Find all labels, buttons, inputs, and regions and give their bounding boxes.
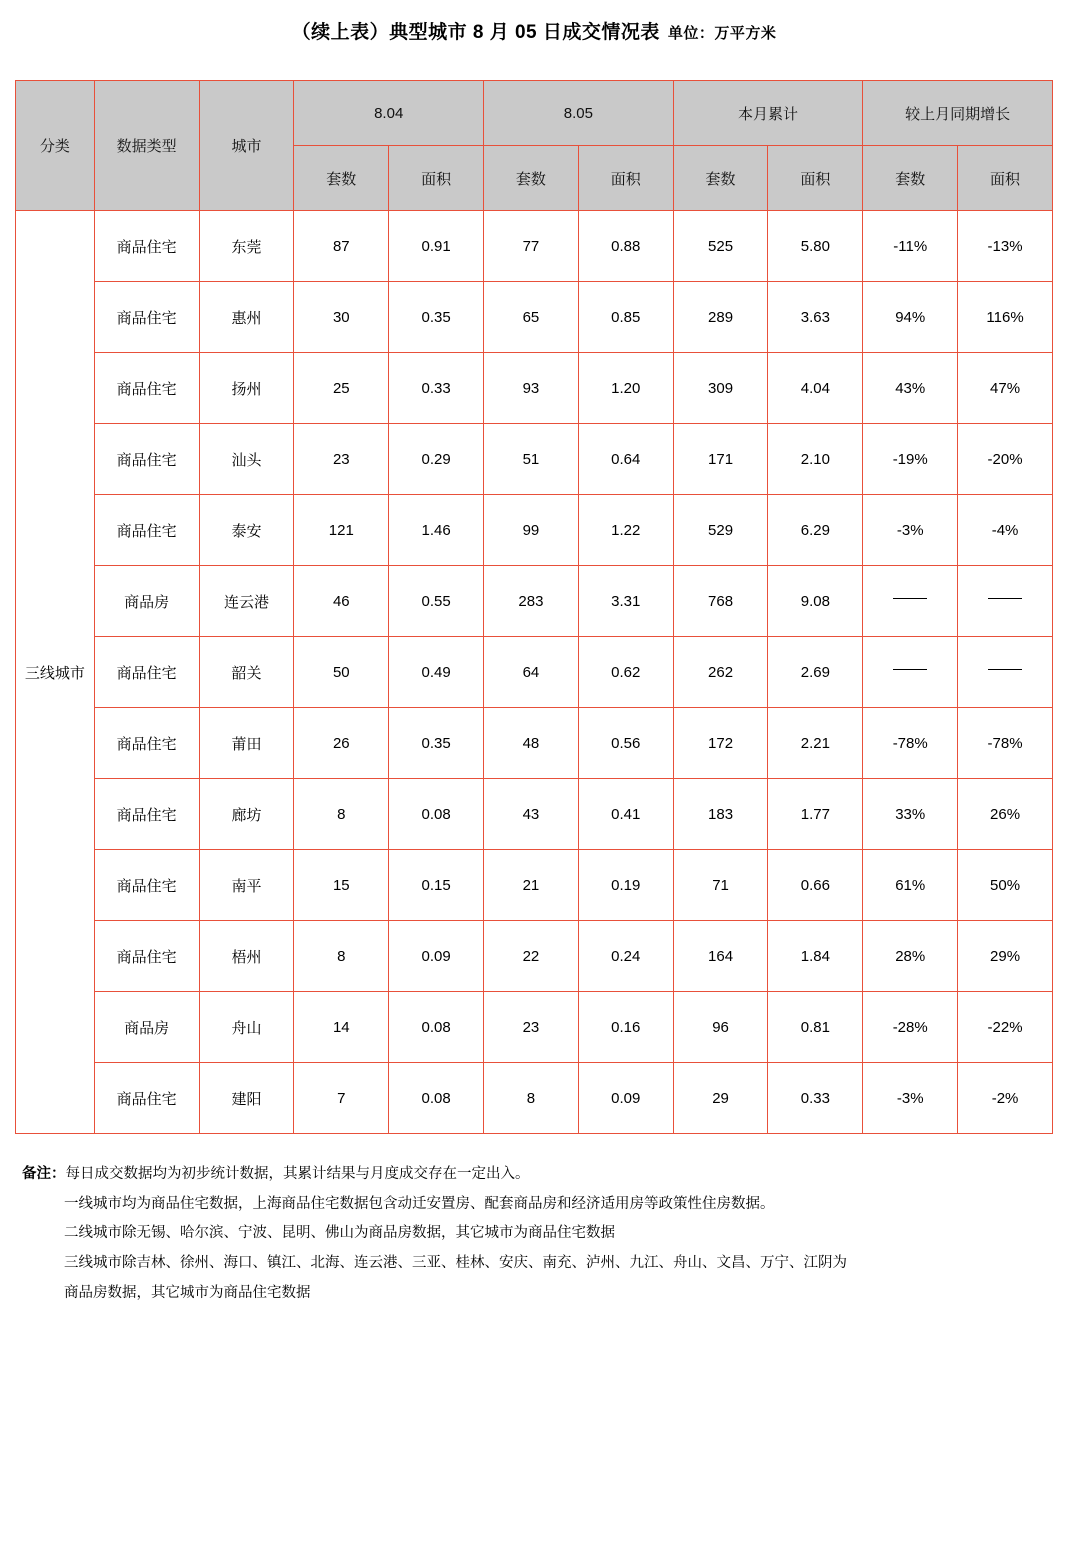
- cell-0804-area: 0.08: [389, 779, 484, 850]
- header-sub-sets-0804: 套数: [294, 146, 389, 211]
- cell-0805-sets: 23: [484, 992, 579, 1063]
- header-group-month-total: 本月累计: [673, 81, 863, 146]
- note-line-4: 商品房数据，其它城市为商品住宅数据: [64, 1284, 311, 1301]
- cell-0805-area: 0.16: [578, 992, 673, 1063]
- cell-month-area: 9.08: [768, 566, 863, 637]
- category-cell-tier3: 三线城市: [16, 211, 95, 1134]
- cell-growth-sets: 61%: [863, 850, 958, 921]
- cell-growth-sets: -78%: [863, 708, 958, 779]
- table-header: [16, 81, 1053, 211]
- cell-0804-sets: 15: [294, 850, 389, 921]
- cell-city: 莆田: [199, 708, 294, 779]
- cell-data-type: 商品住宅: [94, 282, 199, 353]
- cell-0804-sets: 14: [294, 992, 389, 1063]
- cell-0805-sets: 65: [484, 282, 579, 353]
- cell-data-type: 商品住宅: [94, 424, 199, 495]
- cell-growth-sets: -11%: [863, 211, 958, 282]
- table-row: [16, 282, 1053, 353]
- cell-0804-sets: 8: [294, 779, 389, 850]
- cell-data-type: 商品住宅: [94, 708, 199, 779]
- cell-0804-area: 0.35: [389, 708, 484, 779]
- cell-month-sets: 29: [673, 1063, 768, 1134]
- cell-0804-area: 0.35: [389, 282, 484, 353]
- cell-city: 韶关: [199, 637, 294, 708]
- cell-0804-sets: 23: [294, 424, 389, 495]
- cell-0804-area: 0.09: [389, 921, 484, 992]
- cell-growth-area: -13%: [958, 211, 1053, 282]
- cell-0805-area: 0.85: [578, 282, 673, 353]
- header-group-0805: 8.05: [484, 81, 674, 146]
- cell-growth-sets: 94%: [863, 282, 958, 353]
- table-row: [16, 637, 1053, 708]
- cell-growth-area: [958, 637, 1053, 708]
- cell-0805-sets: 51: [484, 424, 579, 495]
- page-title: [0, 17, 1068, 44]
- header-sub-area-growth: 面积: [958, 146, 1053, 211]
- cell-data-type: 商品住宅: [94, 495, 199, 566]
- cell-0805-sets: 77: [484, 211, 579, 282]
- cell-growth-area: 116%: [958, 282, 1053, 353]
- em-dash-icon: [988, 669, 1022, 670]
- cell-data-type: 商品住宅: [94, 353, 199, 424]
- cell-month-sets: 164: [673, 921, 768, 992]
- notes-label: 备注：: [22, 1166, 66, 1182]
- cell-0804-sets: 25: [294, 353, 389, 424]
- cell-growth-area: -78%: [958, 708, 1053, 779]
- table-row: [16, 566, 1053, 637]
- cell-city: 建阳: [199, 1063, 294, 1134]
- cell-city: 连云港: [199, 566, 294, 637]
- cell-0805-sets: 283: [484, 566, 579, 637]
- cell-growth-area: 47%: [958, 353, 1053, 424]
- notes-block: [0, 1160, 1068, 1309]
- cell-month-sets: 96: [673, 992, 768, 1063]
- cell-data-type: 商品住宅: [94, 779, 199, 850]
- table-body: [16, 211, 1053, 1134]
- cell-0804-area: 0.08: [389, 992, 484, 1063]
- cell-0805-sets: 99: [484, 495, 579, 566]
- note-line-0: [22, 1160, 1068, 1190]
- em-dash-icon: [893, 598, 927, 599]
- cell-month-sets: 171: [673, 424, 768, 495]
- cell-growth-area: -20%: [958, 424, 1053, 495]
- header-sub-area-0805: 面积: [578, 146, 673, 211]
- cell-city: 惠州: [199, 282, 294, 353]
- cell-0804-sets: 8: [294, 921, 389, 992]
- cell-0804-area: 0.91: [389, 211, 484, 282]
- cell-0804-sets: 50: [294, 637, 389, 708]
- cell-month-area: 4.04: [768, 353, 863, 424]
- cell-growth-sets: -19%: [863, 424, 958, 495]
- cell-0805-sets: 48: [484, 708, 579, 779]
- header-sub-sets-0805: 套数: [484, 146, 579, 211]
- cell-month-area: 2.21: [768, 708, 863, 779]
- cell-0804-area: 0.15: [389, 850, 484, 921]
- cell-0804-sets: 121: [294, 495, 389, 566]
- cell-0805-sets: 93: [484, 353, 579, 424]
- cell-0804-area: 0.08: [389, 1063, 484, 1134]
- cell-0805-area: 3.31: [578, 566, 673, 637]
- cell-month-area: 0.66: [768, 850, 863, 921]
- table-row: [16, 779, 1053, 850]
- cell-growth-area: 50%: [958, 850, 1053, 921]
- cell-month-area: 6.29: [768, 495, 863, 566]
- header-group-0804: 8.04: [294, 81, 484, 146]
- header-sub-sets-growth: 套数: [863, 146, 958, 211]
- cell-month-area: 0.33: [768, 1063, 863, 1134]
- cell-0805-area: 0.09: [578, 1063, 673, 1134]
- cell-growth-sets: -3%: [863, 1063, 958, 1134]
- cell-data-type: 商品住宅: [94, 211, 199, 282]
- cell-month-sets: 71: [673, 850, 768, 921]
- cell-0805-sets: 8: [484, 1063, 579, 1134]
- document-page: [0, 17, 1068, 1545]
- cell-city: 舟山: [199, 992, 294, 1063]
- cell-data-type: 商品住宅: [94, 1063, 199, 1134]
- table-row: [16, 850, 1053, 921]
- cell-0804-sets: 87: [294, 211, 389, 282]
- cell-0804-area: 0.55: [389, 566, 484, 637]
- cell-0805-sets: 22: [484, 921, 579, 992]
- cell-growth-area: -2%: [958, 1063, 1053, 1134]
- cell-0805-area: 0.62: [578, 637, 673, 708]
- header-sub-area-month: 面积: [768, 146, 863, 211]
- note-text-0: 每日成交数据均为初步统计数据，其累计结果与月度成交存在一定出入。: [65, 1166, 530, 1182]
- table-row: [16, 1063, 1053, 1134]
- cell-month-sets: 309: [673, 353, 768, 424]
- cell-month-sets: 262: [673, 637, 768, 708]
- cell-month-sets: 289: [673, 282, 768, 353]
- table-row: [16, 708, 1053, 779]
- transaction-table: [15, 80, 1053, 1134]
- cell-0805-area: 0.19: [578, 850, 673, 921]
- cell-0804-area: 0.33: [389, 353, 484, 424]
- table-row: [16, 424, 1053, 495]
- cell-month-sets: 183: [673, 779, 768, 850]
- table-row: [16, 353, 1053, 424]
- cell-0805-sets: 43: [484, 779, 579, 850]
- cell-month-sets: 172: [673, 708, 768, 779]
- cell-0804-sets: 46: [294, 566, 389, 637]
- cell-0805-area: 0.41: [578, 779, 673, 850]
- note-line-1: 一线城市均为商品住宅数据，上海商品住宅数据包含动迁安置房、配套商品房和经济适用房等政策性住房数据。: [64, 1195, 775, 1212]
- cell-growth-area: 29%: [958, 921, 1053, 992]
- cell-growth-area: -22%: [958, 992, 1053, 1063]
- cell-city: 汕头: [199, 424, 294, 495]
- header-group-growth: 较上月同期增长: [863, 81, 1053, 146]
- em-dash-icon: [893, 669, 927, 670]
- cell-growth-sets: 33%: [863, 779, 958, 850]
- cell-month-area: 2.69: [768, 637, 863, 708]
- cell-city: 东莞: [199, 211, 294, 282]
- table-row: [16, 211, 1053, 282]
- cell-0805-sets: 21: [484, 850, 579, 921]
- cell-growth-area: 26%: [958, 779, 1053, 850]
- header-data-type: 数据类型: [94, 81, 199, 211]
- header-sub-area-0804: 面积: [389, 146, 484, 211]
- cell-growth-sets: 43%: [863, 353, 958, 424]
- cell-city: 梧州: [199, 921, 294, 992]
- cell-0805-area: 0.56: [578, 708, 673, 779]
- cell-growth-area: [958, 566, 1053, 637]
- header-category: 分类: [16, 81, 95, 211]
- cell-city: 廊坊: [199, 779, 294, 850]
- cell-data-type: 商品住宅: [94, 921, 199, 992]
- cell-data-type: 商品房: [94, 992, 199, 1063]
- note-line-2: 二线城市除无锡、哈尔滨、宁波、昆明、佛山为商品房数据，其它城市为商品住宅数据: [64, 1225, 615, 1242]
- header-sub-sets-month: 套数: [673, 146, 768, 211]
- cell-city: 泰安: [199, 495, 294, 566]
- table-row: [16, 992, 1053, 1063]
- cell-month-sets: 768: [673, 566, 768, 637]
- cell-growth-sets: [863, 637, 958, 708]
- cell-growth-sets: -3%: [863, 495, 958, 566]
- cell-growth-area: -4%: [958, 495, 1053, 566]
- cell-month-area: 1.84: [768, 921, 863, 992]
- cell-city: 南平: [199, 850, 294, 921]
- cell-0805-area: 0.24: [578, 921, 673, 992]
- cell-month-area: 3.63: [768, 282, 863, 353]
- cell-month-area: 5.80: [768, 211, 863, 282]
- cell-0805-area: 0.64: [578, 424, 673, 495]
- cell-0804-sets: 30: [294, 282, 389, 353]
- cell-0804-area: 0.49: [389, 637, 484, 708]
- cell-0805-area: 1.20: [578, 353, 673, 424]
- em-dash-icon: [988, 598, 1022, 599]
- cell-0804-area: 1.46: [389, 495, 484, 566]
- cell-month-area: 0.81: [768, 992, 863, 1063]
- cell-month-sets: 525: [673, 211, 768, 282]
- cell-city: 扬州: [199, 353, 294, 424]
- page-title-unit: 单位：万平方米: [667, 25, 777, 42]
- header-city: 城市: [199, 81, 294, 211]
- table-row: [16, 495, 1053, 566]
- cell-0805-area: 1.22: [578, 495, 673, 566]
- cell-growth-sets: -28%: [863, 992, 958, 1063]
- cell-0805-area: 0.88: [578, 211, 673, 282]
- cell-0804-sets: 7: [294, 1063, 389, 1134]
- cell-0805-sets: 64: [484, 637, 579, 708]
- cell-month-sets: 529: [673, 495, 768, 566]
- page-title-main: （续上表）典型城市 8 月 05 日成交情况表: [291, 22, 660, 43]
- cell-data-type: 商品住宅: [94, 850, 199, 921]
- cell-0804-area: 0.29: [389, 424, 484, 495]
- cell-month-area: 2.10: [768, 424, 863, 495]
- note-line-3: 三线城市除吉林、徐州、海口、镇江、北海、连云港、三亚、桂林、安庆、南充、泸州、九江、舟山、文昌、万宁、江阴为: [64, 1255, 847, 1272]
- cell-data-type: 商品房: [94, 566, 199, 637]
- cell-month-area: 1.77: [768, 779, 863, 850]
- cell-growth-sets: [863, 566, 958, 637]
- cell-data-type: 商品住宅: [94, 637, 199, 708]
- table-row: [16, 921, 1053, 992]
- cell-growth-sets: 28%: [863, 921, 958, 992]
- cell-0804-sets: 26: [294, 708, 389, 779]
